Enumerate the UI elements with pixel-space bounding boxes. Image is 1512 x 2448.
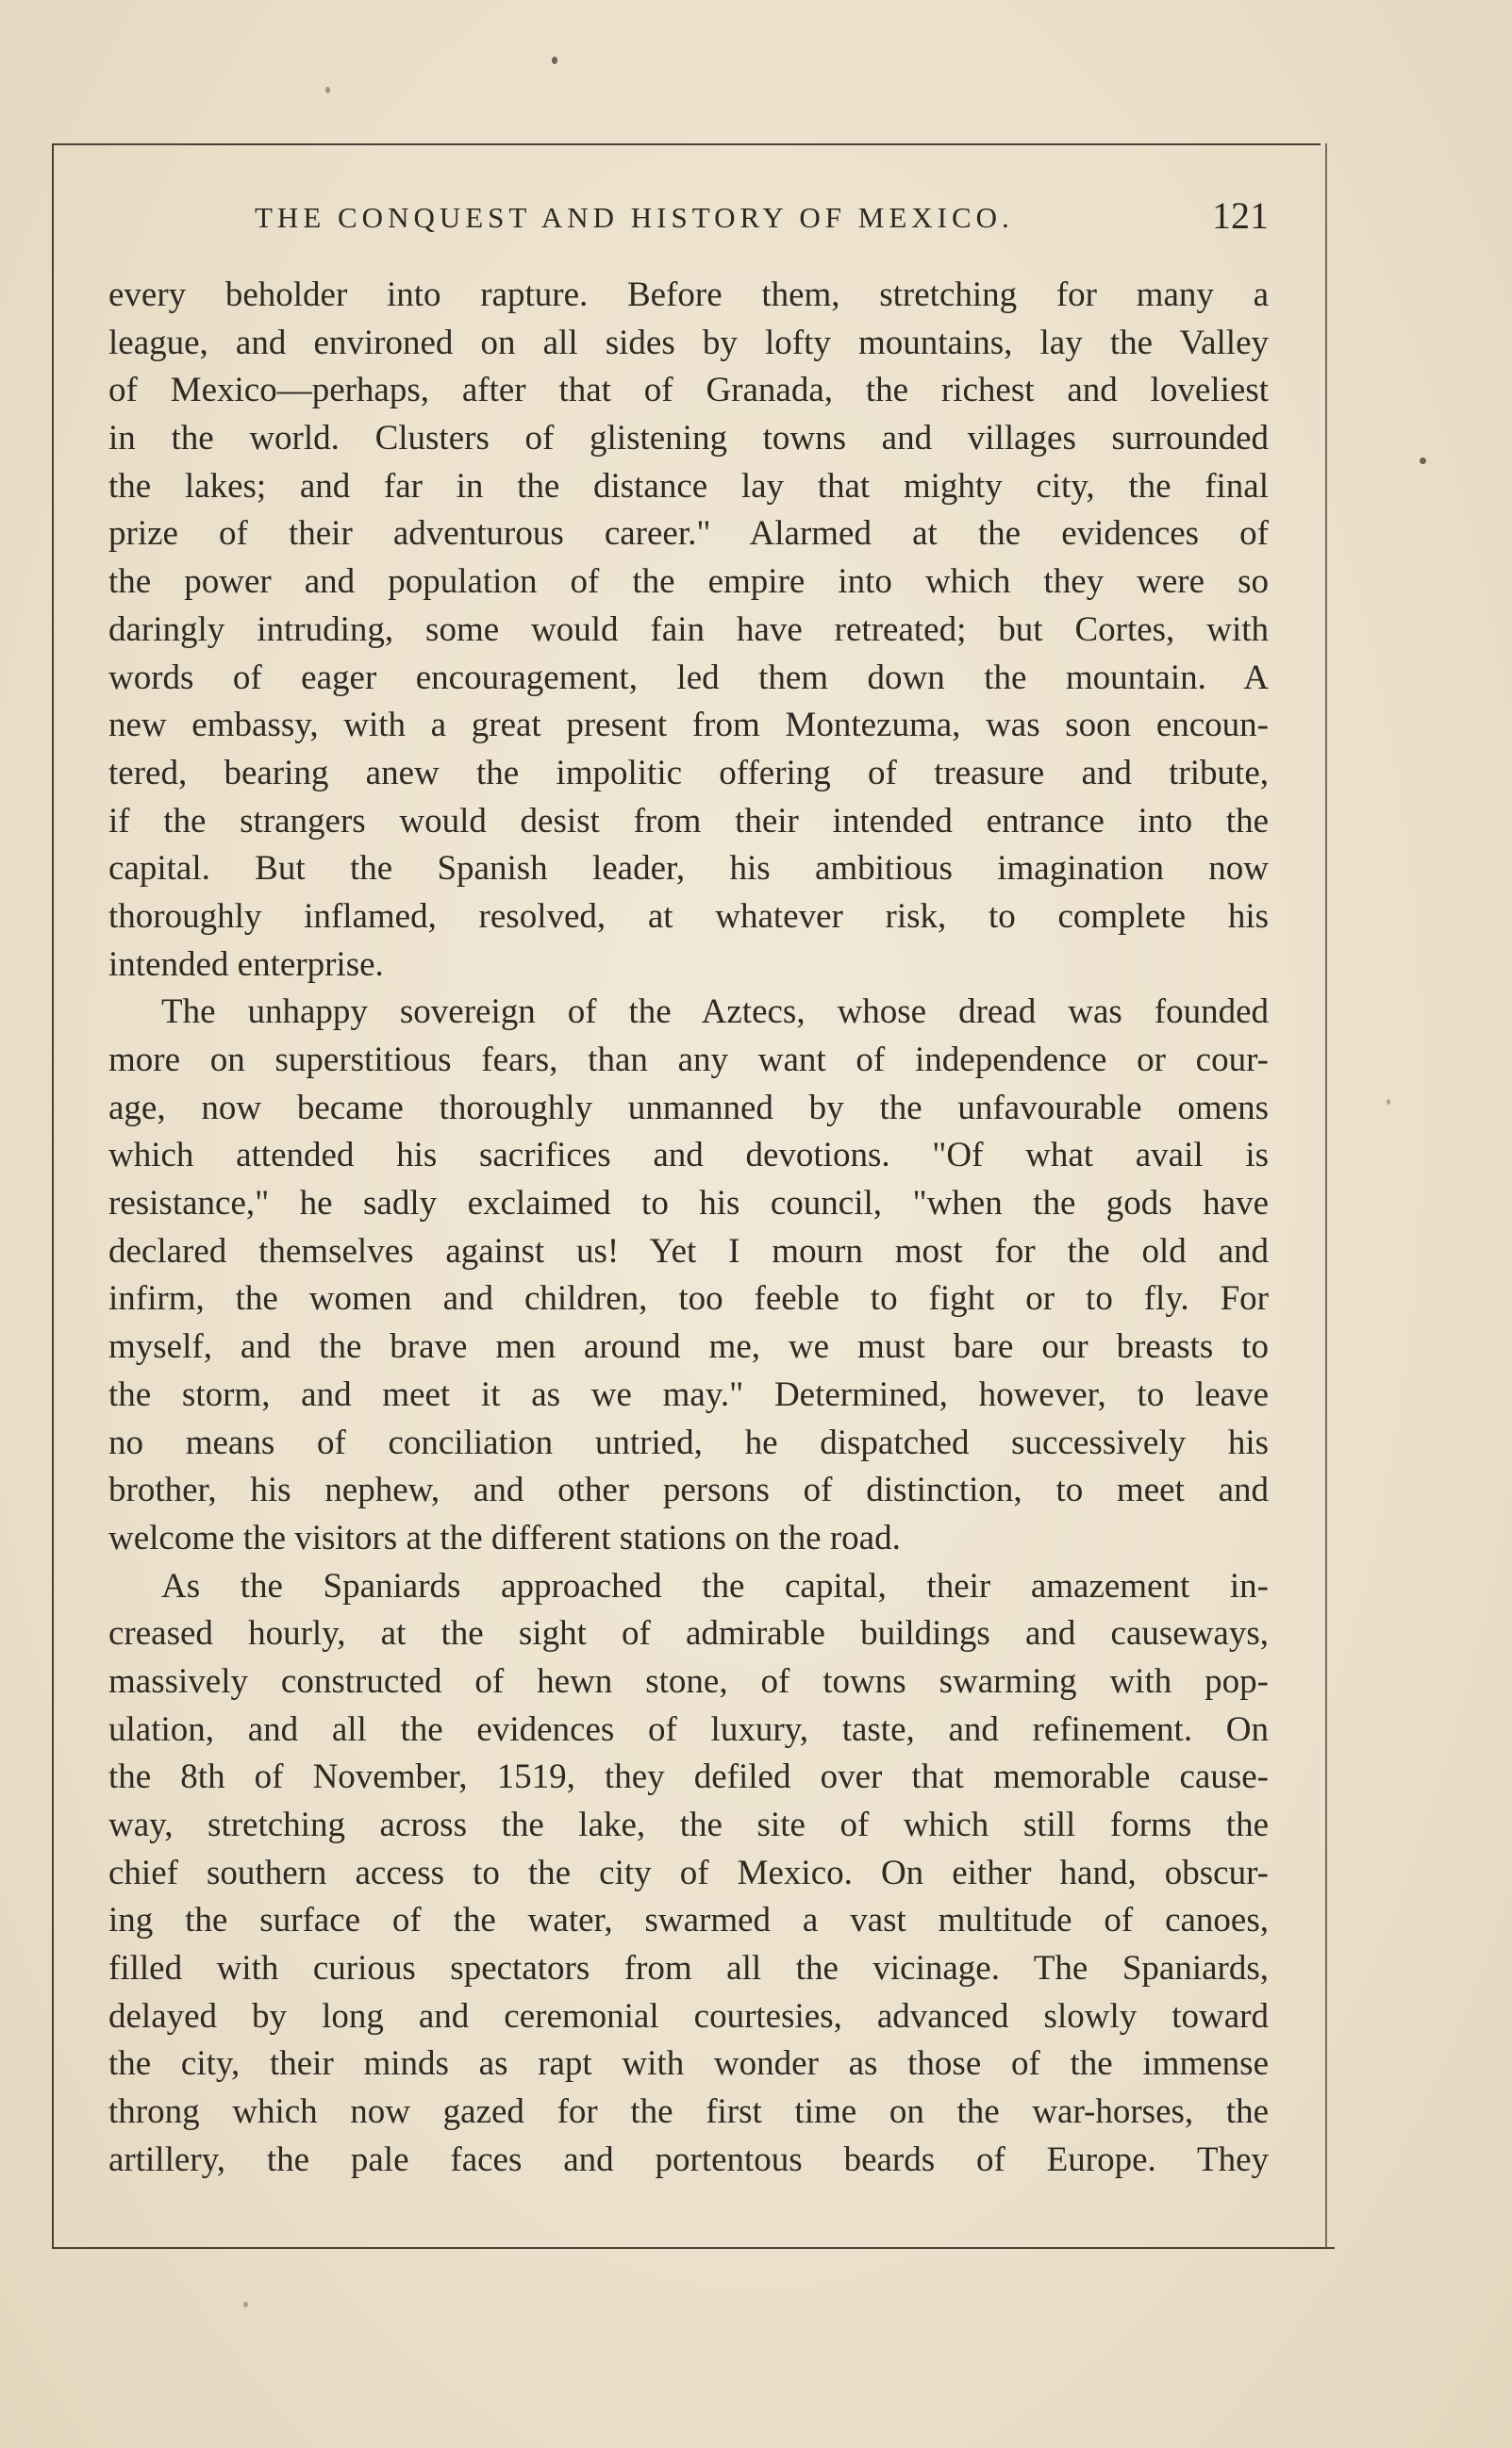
text-line: infirm, the women and children, too feeble to fight or to fly. For	[108, 1279, 1269, 1319]
text-line: no means of conciliation untried, he dispatched successively his	[108, 1423, 1269, 1462]
text-line: throng which now gazed for the first time on the war-horses, the	[108, 2092, 1269, 2132]
text-line: delayed by long and ceremonial courtesies, advanced slowly toward	[108, 1996, 1269, 2036]
text-line: tered, bearing anew the impolitic offering of treasure and tribute,	[108, 753, 1269, 792]
text-line: As the Spaniards approached the capital, their amazement in-	[161, 1566, 1269, 1606]
text-line: artillery, the pale faces and portentous beards of Europe. They	[108, 2140, 1269, 2179]
paper-speck	[1387, 1099, 1390, 1105]
running-title: THE CONQUEST AND HISTORY OF MEXICO.	[255, 201, 1014, 234]
frame-rule-left	[52, 143, 54, 2247]
paragraph	[108, 989, 1269, 1562]
paragraph	[108, 272, 1269, 989]
text-line: way, stretching across the lake, the site of which still forms the	[108, 1806, 1269, 1844]
text-line: massively constructed of hewn stone, of towns swarming with pop-	[108, 1661, 1269, 1701]
frame-rule-right	[1325, 143, 1327, 2249]
text-line: chief southern access to the city of Mexico. On either hand, obscur-	[108, 1853, 1269, 1892]
text-line: brother, his nephew, and other persons of distinction, to meet and	[108, 1471, 1269, 1510]
frame-rule-bottom	[52, 2247, 1335, 2249]
page-number: 121	[1212, 194, 1269, 237]
paper-speck	[325, 87, 330, 93]
text-line: resistance," he sadly exclaimed to his council, "when the gods have	[108, 1184, 1269, 1224]
text-line: The unhappy sovereign of the Aztecs, whose dread was founded	[161, 992, 1269, 1032]
page-header	[108, 193, 1269, 250]
text-line: words of eager encouragement, led them down the mountain. A	[108, 658, 1269, 697]
text-line: the city, their minds as rapt with wonder as those of the immense	[108, 2044, 1269, 2084]
text-line: capital. But the Spanish leader, his ambitious imagination now	[108, 849, 1269, 889]
paper-speck	[552, 57, 557, 64]
text-line: the lakes; and far in the distance lay that mighty city, the final	[108, 466, 1269, 506]
frame-rule-top	[52, 143, 1321, 145]
text-line: age, now became thoroughly unmanned by the unfavourable omens	[108, 1088, 1269, 1127]
paper-speck	[1420, 458, 1426, 464]
text-line: the power and population of the empire into which they were so	[108, 562, 1269, 602]
paragraph	[108, 1563, 1269, 2185]
text-line: ing the surface of the water, swarmed a vast multitude of canoes,	[108, 1901, 1269, 1940]
text-line: creased hourly, at the sight of admirable buildings and causeways,	[108, 1614, 1269, 1654]
text-line: new embassy, with a great present from Montezuma, was soon encoun-	[108, 706, 1269, 745]
text-line: welcome the visitors at the different stations on the road.	[108, 1518, 901, 1557]
text-line: filled with curious spectators from all the vicinage. The Spaniards,	[108, 1949, 1269, 1989]
text-line: intended enterprise.	[108, 944, 384, 984]
text-line: every beholder into rapture. Before them, stretching for many a	[108, 275, 1269, 314]
text-line: more on superstitious fears, than any want of independence or cour-	[108, 1041, 1269, 1079]
text-line: declared themselves against us! Yet I mourn most for the old and	[108, 1231, 1269, 1271]
text-line: thoroughly inflamed, resolved, at whatever risk, to complete his	[108, 896, 1269, 936]
text-line: ulation, and all the evidences of luxury, taste, and refinement. On	[108, 1709, 1269, 1749]
paper-speck	[243, 2302, 248, 2307]
text-line: if the strangers would desist from their intended entrance into the	[108, 801, 1269, 841]
text-line: which attended his sacrifices and devotions. "Of what avail is	[108, 1136, 1269, 1175]
body-text	[108, 272, 1269, 2185]
text-line: the storm, and meet it as we may." Determined, however, to leave	[108, 1374, 1269, 1414]
text-line: myself, and the brave men around me, we must bare our breasts to	[108, 1327, 1269, 1367]
text-line: daringly intruding, some would fain have retreated; but Cortes, with	[108, 609, 1269, 649]
text-line: in the world. Clusters of glistening towns and villages surrounded	[108, 419, 1269, 458]
text-line: the 8th of November, 1519, they defiled over that memorable cause-	[108, 1757, 1269, 1797]
text-line: of Mexico—perhaps, after that of Granada, the richest and loveliest	[108, 371, 1269, 410]
text-line: prize of their adventurous career." Alarmed at the evidences of	[108, 514, 1269, 554]
text-line: league, and environed on all sides by lofty mountains, lay the Valley	[108, 323, 1269, 362]
